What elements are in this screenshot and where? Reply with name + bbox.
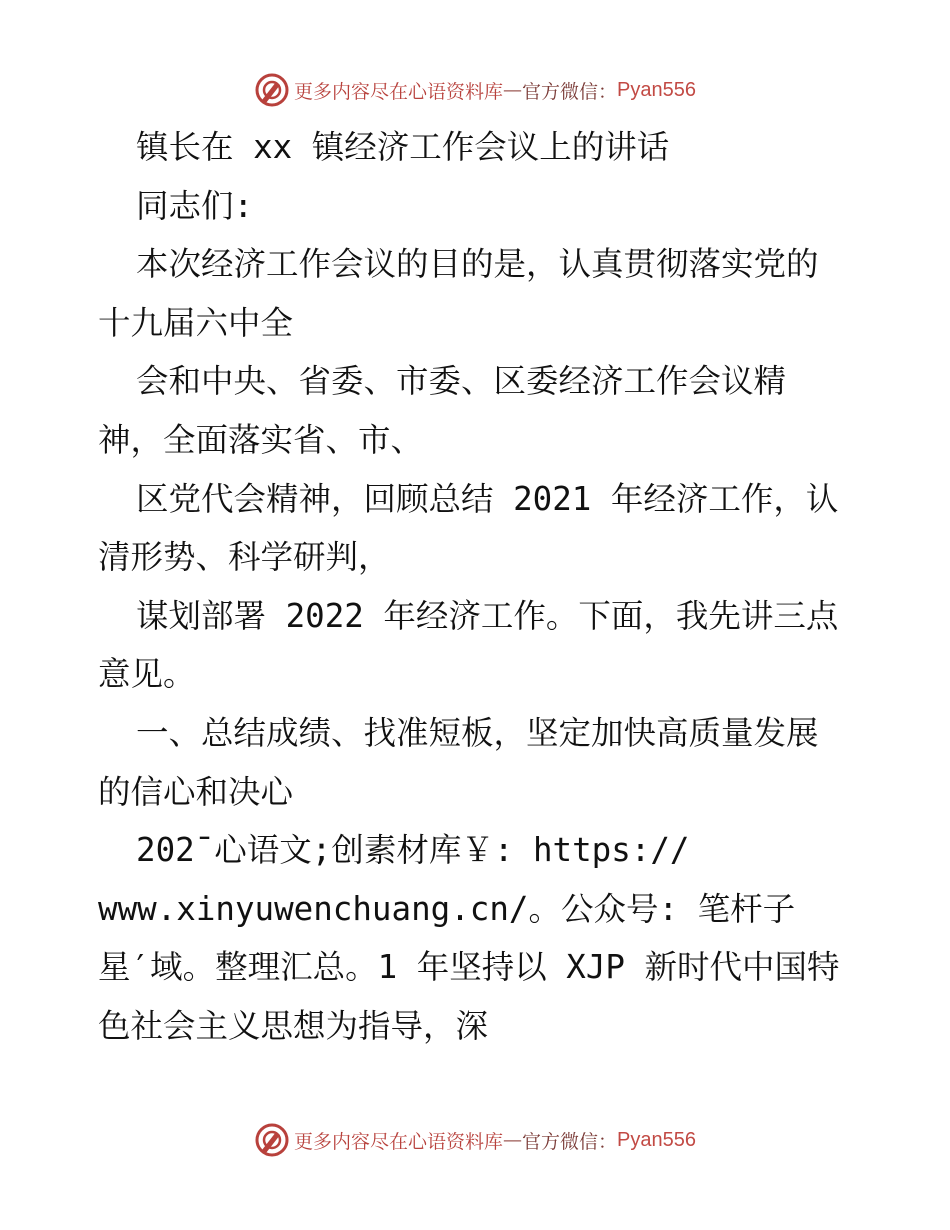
salutation: 同志们: (136, 186, 254, 225)
paragraph-line: 清形势、科学研判， (98, 538, 391, 577)
watermark-separator: — (503, 1129, 523, 1151)
watermark-header (0, 70, 950, 110)
paragraph-line: 十九届六中全 (98, 303, 294, 342)
paragraph-line: 会和中央、省委、市委、区委经济工作会议精 (136, 362, 787, 401)
watermark-footer (0, 1120, 950, 1160)
watermark-wechat-id: Pyan556 (617, 1128, 696, 1151)
paragraph-line: www.xinyuwenchuang.cn/。公众号: 笔杆子 (98, 889, 796, 928)
watermark-text: 更多内容尽在心语资料库 (294, 1130, 504, 1153)
paragraph-line: 区党代会精神，回顾总结 2021 年经济工作，认 (136, 479, 839, 518)
watermark-separator: — (503, 79, 523, 101)
paragraph-line: 意见。 (98, 655, 196, 694)
watermark-wechat-id: Pyan556 (617, 78, 696, 101)
paragraph-line: 星′域。整理汇总。1 年坚持以 XJP 新时代中国特 (98, 948, 840, 987)
section-heading: 的信心和决心 (98, 772, 294, 811)
watermark-text: 更多内容尽在心语资料库 (294, 80, 504, 103)
document-body (98, 118, 858, 1056)
section-heading: 一、总结成绩、找准短板，坚定加快高质量发展 (136, 713, 819, 752)
brand-logo-icon (254, 1122, 290, 1158)
paragraph-line: 本次经济工作会议的目的是，认真贯彻落实党的 (136, 245, 819, 284)
paragraph-line: 谋划部署 2022 年经济工作。下面，我先讲三点 (136, 596, 839, 635)
watermark-label: 官方微信： (522, 80, 618, 103)
document-title: 镇长在 xx 镇经济工作会议上的讲话 (136, 128, 670, 166)
paragraph-line: 色社会主义思想为指导，深 (98, 1006, 489, 1045)
brand-logo-icon (254, 72, 290, 108)
watermark-label: 官方微信： (522, 1130, 618, 1153)
paragraph-line: 202¯心语文;创素材库￥: https:// (136, 831, 690, 870)
paragraph-line: 神，全面落实省、市、 (98, 420, 424, 459)
